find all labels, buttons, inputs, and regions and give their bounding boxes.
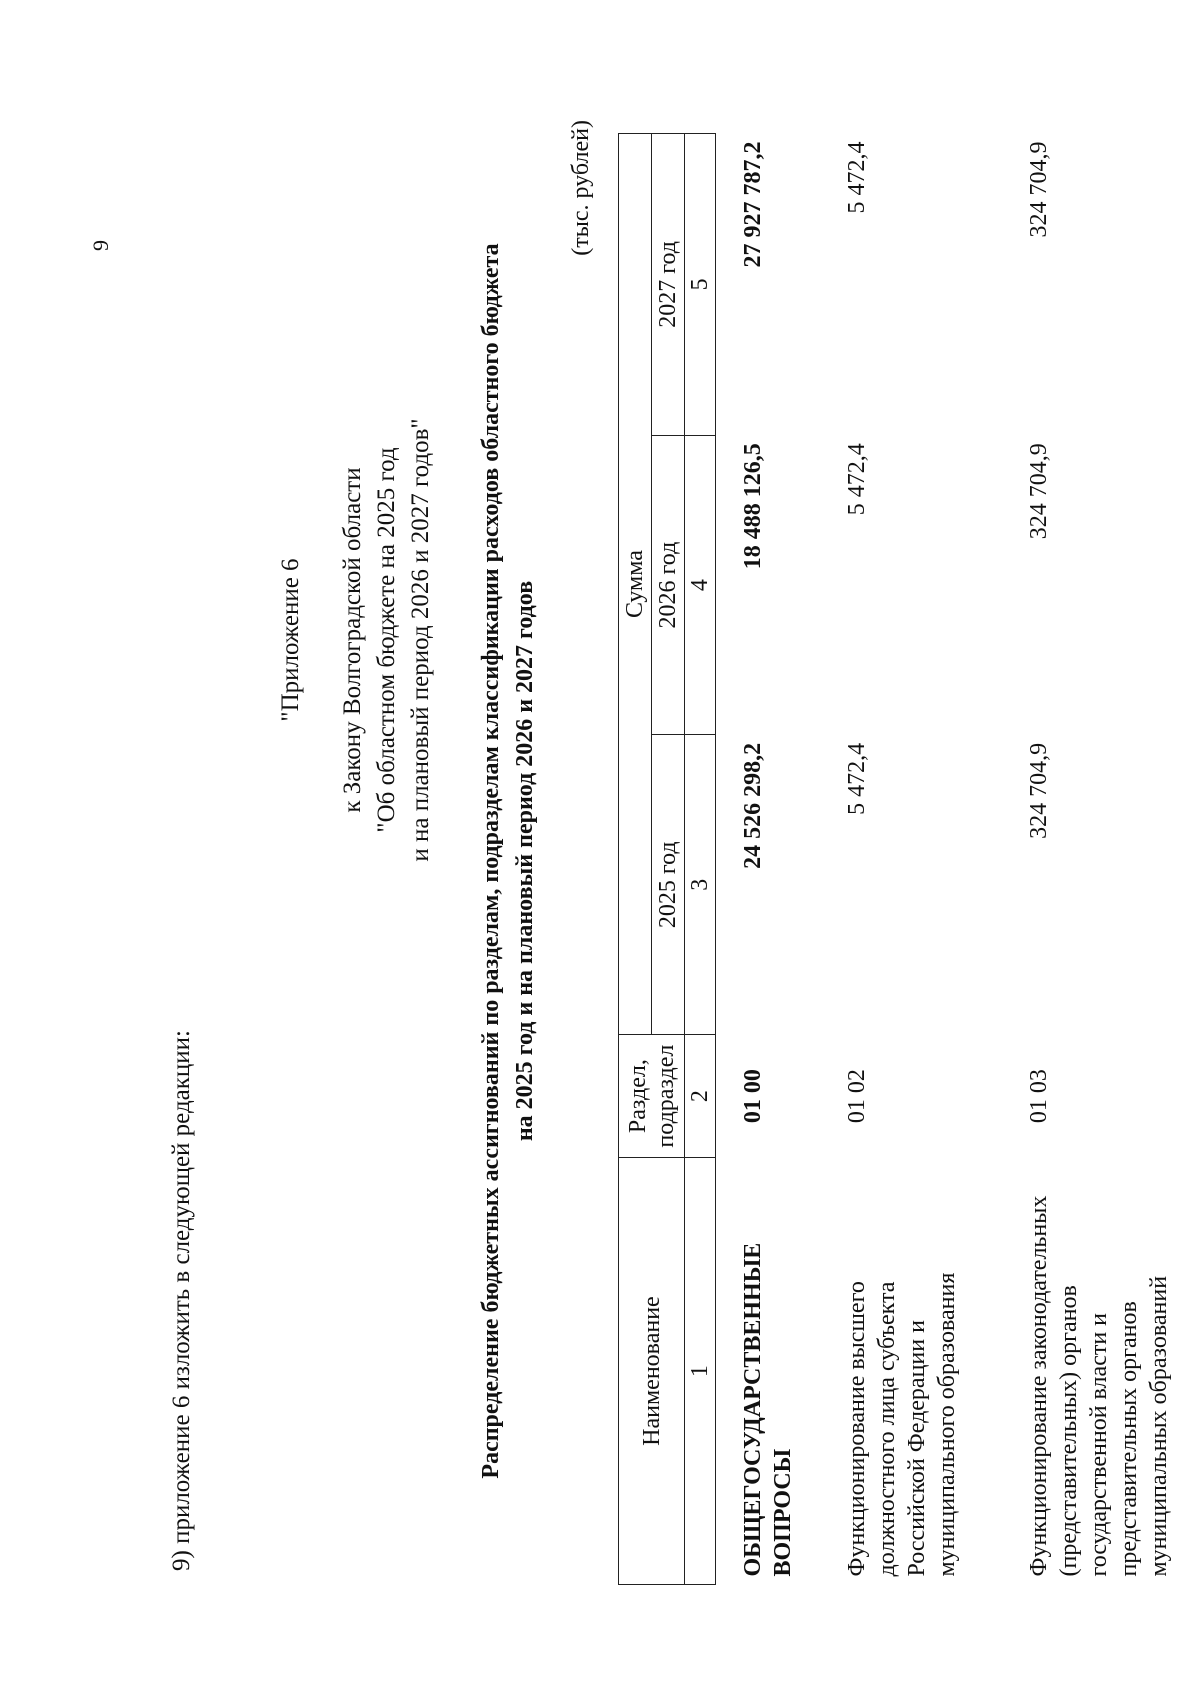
appendix-line-2: "Об областном бюджете на 2025 год	[373, 447, 400, 833]
row-code: 01 00	[740, 1069, 766, 1124]
row-amount-2026: 18 488 126,5	[740, 443, 766, 570]
row-code: 01 03	[1026, 1069, 1052, 1124]
header-code: Раздел, подраздел	[619, 1035, 685, 1158]
document-title	[474, 141, 542, 1581]
row-amount-2026: 5 472,4	[844, 443, 870, 516]
row-name: Функционирование законодательных (представительных) органов государственной власти и представительных органов муниципальных образований	[1026, 1195, 1172, 1577]
row-amount-2027: 324 704,9	[1026, 141, 1052, 238]
row-name: ОБЩЕГОСУДАРСТВЕННЫЕ ВОПРОСЫ	[740, 1242, 796, 1577]
document-title-line-2: на 2025 год и на плановый период 2026 и 2027 годов	[512, 580, 538, 1142]
row-amount-2025: 5 472,4	[844, 742, 870, 815]
budget-table	[618, 133, 1174, 1585]
header-year-2026: 2026 год	[652, 435, 685, 735]
row-code: 01 02	[844, 1069, 870, 1124]
column-number-4: 4	[685, 435, 716, 735]
row-amount-2025: 24 526 298,2	[740, 742, 766, 869]
row-amount-2026: 324 704,9	[1026, 443, 1052, 540]
document-title-line-1: Распределение бюджетных ассигнований по разделам, подразделам классификации расходов областного бюджета	[478, 243, 504, 1479]
header-sum: Сумма	[619, 134, 652, 1035]
header-name: Наименование	[619, 1158, 685, 1585]
appendix-line-3: и на плановый период 2026 и 2027 годов"	[407, 418, 434, 862]
column-number-5: 5	[685, 134, 716, 436]
table-row	[842, 134, 962, 1585]
page-number: 9	[88, 240, 113, 251]
header-year-2025: 2025 год	[652, 735, 685, 1035]
appendix-line-1: к Закону Волгоградской области	[339, 467, 366, 813]
header-year-2027: 2027 год	[652, 134, 685, 436]
units-label: (тыс. рублей)	[568, 120, 594, 256]
row-amount-2027: 27 927 787,2	[740, 141, 766, 268]
intro-text: 9) приложение 6 изложить в следующей редакции:	[168, 1030, 195, 1571]
table-row	[738, 134, 798, 1585]
appendix-title: "Приложение 6	[277, 558, 304, 722]
appendix-heading	[274, 300, 438, 980]
column-number-1: 1	[685, 1158, 716, 1585]
row-amount-2025: 324 704,9	[1026, 742, 1052, 839]
column-number-3: 3	[685, 735, 716, 1035]
column-number-2: 2	[685, 1035, 716, 1158]
table-row	[1024, 134, 1174, 1585]
row-amount-2027: 5 472,4	[844, 141, 870, 214]
row-name: Функционирование высшего должностного лица субъекта Российской Федерации и муниципального образования	[844, 1272, 960, 1577]
